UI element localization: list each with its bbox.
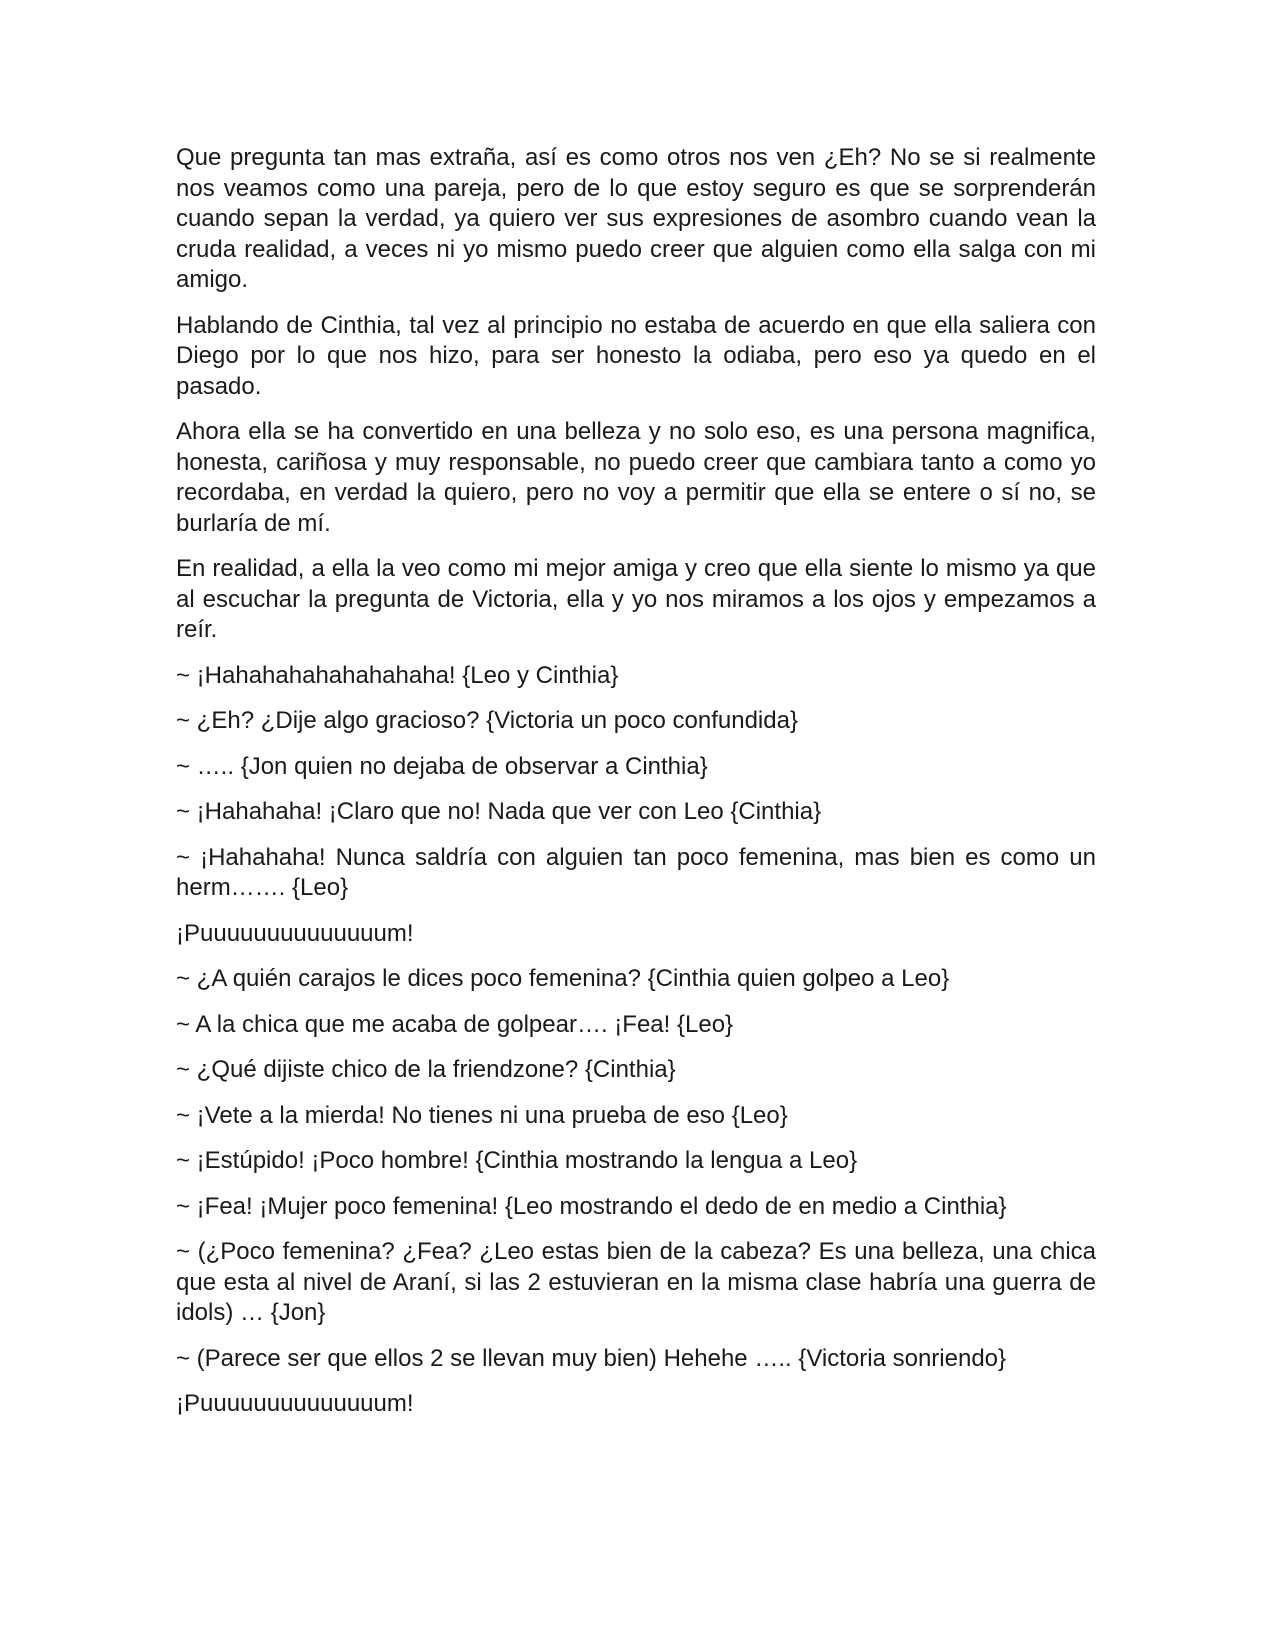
sound-effect: ¡Puuuuuuuuuuuuuum! (176, 1390, 414, 1417)
dialogue-line: ~ ¡Hahahaha! Nunca saldría con alguien tan poco femenina, mas bien es como un herm……. {Leo} (176, 843, 1096, 901)
dialogue-line: ~ ¿A quién carajos le dices poco femenina? {Cinthia quien golpeo a Leo} (176, 965, 950, 992)
document-page (176, 143, 1096, 1435)
dialogue-line: ~ ¡Hahahahahahahahaha! {Leo y Cinthia} (176, 661, 619, 689)
dialogue-line: ~ (¿Poco femenina? ¿Fea? ¿Leo estas bien de la cabeza? Es una belleza, una chica que esta al nivel de Araní, si las 2 estuvieran en la misma clase habría una guerra de idols) … {Jon} (176, 1238, 1096, 1326)
dialogue-line: ~ ¿Qué dijiste chico de la friendzone? {Cinthia} (176, 1056, 676, 1083)
paragraph: Ahora ella se ha convertido en una belleza y no solo eso, es una persona magnifica, honesta, cariñosa y muy responsable, no puedo creer que cambiara tanto a como yo recordaba, en verdad la quiero, pero no voy a permitir que ella se entere o sí no, se burlaría de mí. (176, 418, 1096, 537)
dialogue-line: ~ (Parece ser que ellos 2 se llevan muy bien) Hehehe ….. {Victoria sonriendo} (176, 1344, 1007, 1372)
sound-effect: ¡Puuuuuuuuuuuuuum! (176, 919, 414, 947)
dialogue-line: ~ ¡Estúpido! ¡Poco hombre! {Cinthia mostrando la lengua a Leo} (176, 1147, 858, 1174)
paragraph: Hablando de Cinthia, tal vez al principio no estaba de acuerdo en que ella saliera con Diego por lo que nos hizo, para ser honesto la odiaba, pero eso ya quedo en el pasado. (176, 311, 1096, 400)
dialogue-line: ~ ¡Fea! ¡Mujer poco femenina! {Leo mostrando el dedo de en medio a Cinthia} (176, 1192, 1007, 1220)
dialogue-line: ~ ¡Vete a la mierda! No tienes ni una prueba de eso {Leo} (176, 1101, 788, 1129)
dialogue-line: ~ ¿Eh? ¿Dije algo gracioso? {Victoria un poco confundida} (176, 707, 798, 734)
dialogue-line: ~ ….. {Jon quien no dejaba de observar a Cinthia} (176, 752, 708, 780)
paragraph: Que pregunta tan mas extraña, así es como otros nos ven ¿Eh? No se si realmente nos veamos como una pareja, pero de lo que estoy seguro es que se sorprenderán cuando sepan la verdad, ya quiero ver sus expresiones de asombro cuando vean la cruda realidad, a veces ni yo mismo puedo creer que alguien como ella salga con mi amigo. (176, 144, 1096, 293)
dialogue-line: ~ A la chica que me acaba de golpear…. ¡Fea! {Leo} (176, 1010, 734, 1038)
dialogue-line: ~ ¡Hahahaha! ¡Claro que no! Nada que ver con Leo {Cinthia} (176, 798, 822, 825)
paragraph: En realidad, a ella la veo como mi mejor amiga y creo que ella siente lo mismo ya que al escuchar la pregunta de Victoria, ella y yo nos miramos a los ojos y empezamos a reír. (176, 555, 1096, 643)
